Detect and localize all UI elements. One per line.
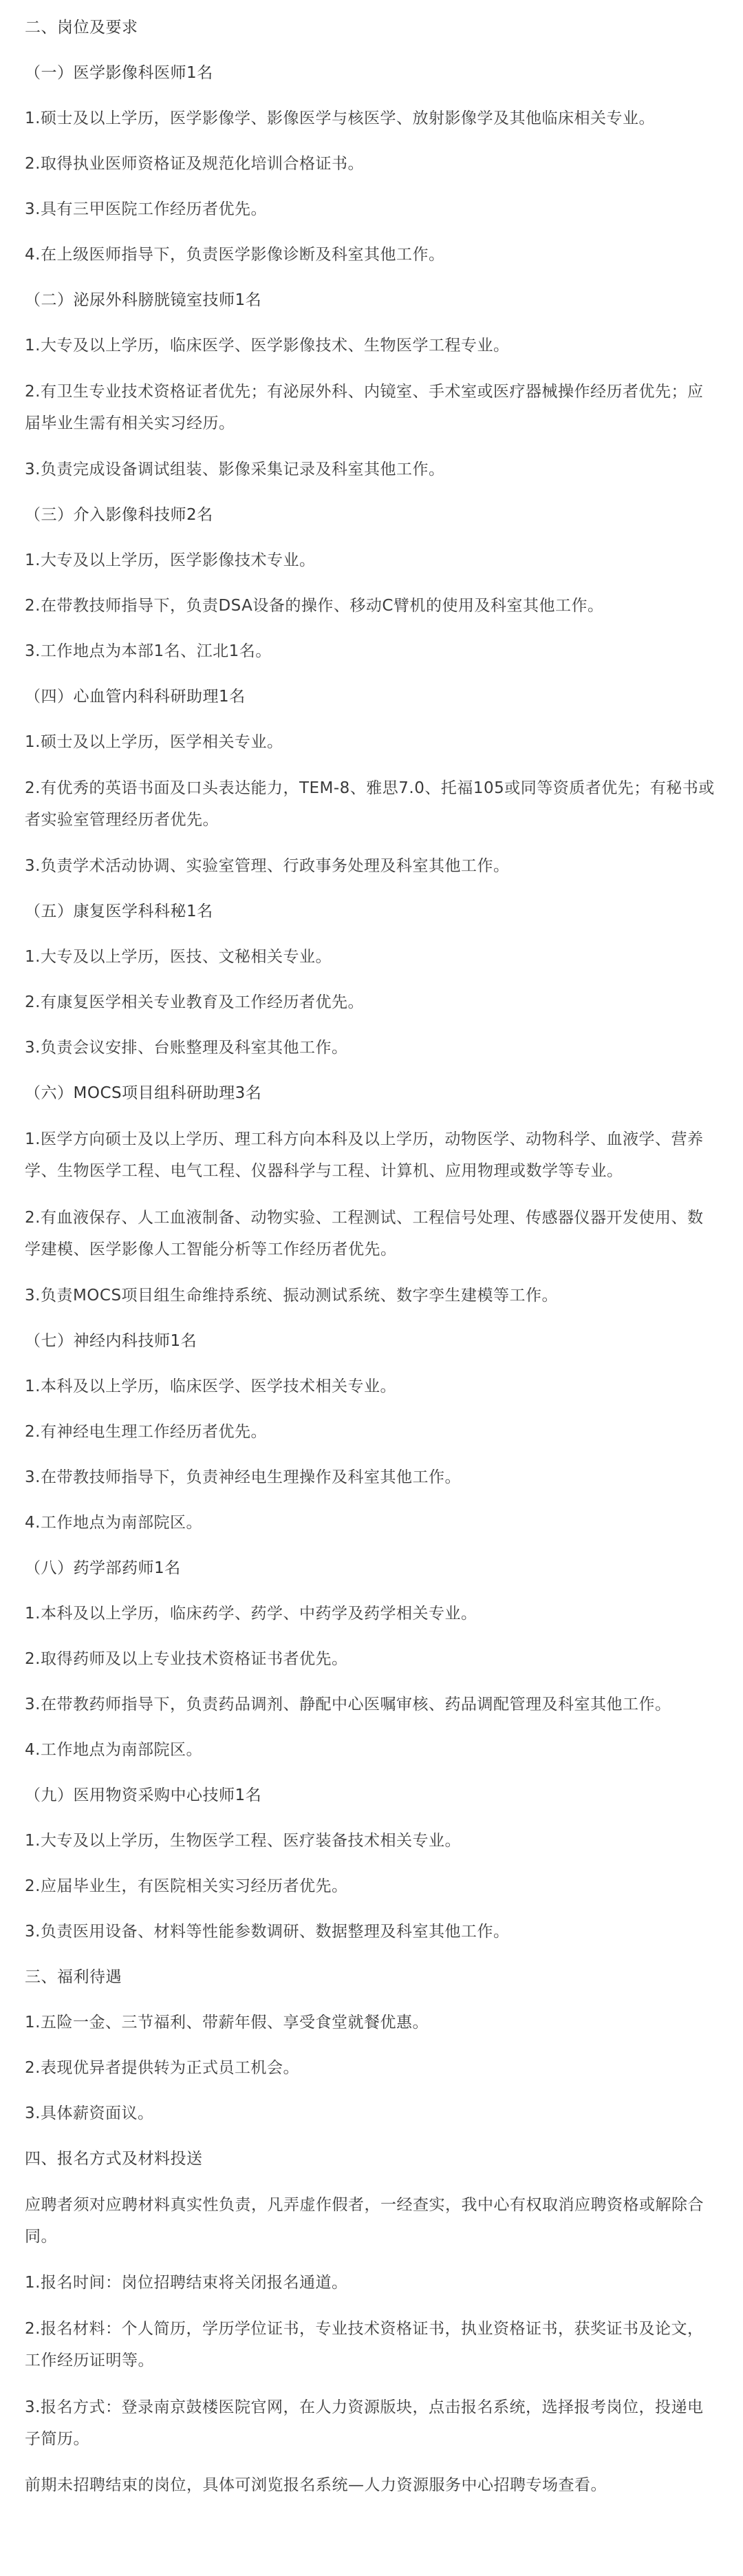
requirement-item: 4.工作地点为南部院区。 bbox=[25, 1741, 202, 1759]
requirement-item: 4.在上级医师指导下，负责医学影像诊断及科室其他工作。 bbox=[25, 246, 445, 264]
requirement-item: 3.具有三甲医院工作经历者优先。 bbox=[25, 200, 267, 218]
requirement-item: 2.有卫生专业技术资格证者优先；有泌尿外科、内镜室、手术室或医疗器械操作经历者优先；应届毕业生需有相关实习经历。 bbox=[25, 383, 704, 432]
requirement-item: 3.负责学术活动协调、实验室管理、行政事务处理及科室其他工作。 bbox=[25, 857, 510, 875]
section-heading-benefits: 三、福利待遇 bbox=[25, 1968, 122, 1986]
requirement-item: 4.工作地点为南部院区。 bbox=[25, 1514, 202, 1532]
requirement-item: 2.在带教技师指导下，负责DSA设备的操作、移动C臂机的使用及科室其他工作。 bbox=[25, 597, 604, 615]
requirement-item: 2.有康复医学相关专业教育及工作经历者优先。 bbox=[25, 993, 364, 1011]
application-item: 3.报名方式：登录南京鼓楼医院官网，在人力资源版块，点击报名系统，选择报考岗位，投递电子简历。 bbox=[25, 2398, 704, 2448]
requirement-item: 3.负责MOCS项目组生命维持系统、振动测试系统、数字孪生建模等工作。 bbox=[25, 1287, 559, 1305]
application-item: 1.报名时间：岗位招聘结束将关闭报名通道。 bbox=[25, 2274, 348, 2292]
position-heading-urology-technician: （二）泌尿外科膀胱镜室技师1名 bbox=[25, 291, 262, 309]
benefit-item: 3.具体薪资面议。 bbox=[25, 2104, 154, 2122]
requirement-item: 3.负责完成设备调试组装、影像采集记录及科室其他工作。 bbox=[25, 461, 445, 478]
position-heading-interventional-technician: （三）介入影像科技师2名 bbox=[25, 506, 213, 524]
position-heading-mocs-assistant: （六）MOCS项目组科研助理3名 bbox=[25, 1084, 262, 1102]
requirement-item: 2.有神经电生理工作经历者优先。 bbox=[25, 1423, 267, 1441]
application-footnote: 前期未招聘结束的岗位，具体可浏览报名系统—人力资源服务中心招聘专场查看。 bbox=[25, 2476, 607, 2494]
application-item: 2.报名材料：个人简历，学历学位证书，专业技术资格证书，执业资格证书，获奖证书及论文，工作经历证明等。 bbox=[25, 2320, 704, 2369]
requirement-item: 2.有血液保存、人工血液制备、动物实验、工程测试、工程信号处理、传感器仪器开发使用、数学建模、医学影像人工智能分析等工作经历者优先。 bbox=[25, 1209, 704, 1258]
requirement-item: 1.硕士及以上学历，医学相关专业。 bbox=[25, 733, 283, 751]
application-notice: 应聘者须对应聘材料真实性负责，凡弄虚作假者，一经查实，我中心有权取消应聘资格或解除合同。 bbox=[25, 2196, 704, 2246]
requirement-item: 1.本科及以上学历，临床药学、药学、中药学及药学相关专业。 bbox=[25, 1605, 477, 1623]
requirement-item: 1.本科及以上学历，临床医学、医学技术相关专业。 bbox=[25, 1377, 396, 1395]
position-heading-procurement-technician: （九）医用物资采购中心技师1名 bbox=[25, 1786, 262, 1804]
requirement-item: 2.有优秀的英语书面及口头表达能力，TEM-8、雅思7.0、托福105或同等资质者优先；有秘书或者实验室管理经历者优先。 bbox=[25, 779, 715, 829]
benefit-item: 1.五险一金、三节福利、带薪年假、享受食堂就餐优惠。 bbox=[25, 2014, 429, 2031]
requirement-item: 2.应届毕业生，有医院相关实习经历者优先。 bbox=[25, 1877, 348, 1895]
requirement-item: 2.取得执业医师资格证及规范化培训合格证书。 bbox=[25, 155, 364, 173]
section-heading-application: 四、报名方式及材料投送 bbox=[25, 2150, 203, 2168]
requirement-item: 3.在带教药师指导下，负责药品调剂、静配中心医嘱审核、药品调配管理及科室其他工作。 bbox=[25, 1696, 671, 1713]
requirement-item: 1.大专及以上学历，医技、文秘相关专业。 bbox=[25, 948, 332, 966]
position-heading-radiology-doctor: （一）医学影像科医师1名 bbox=[25, 64, 213, 82]
position-heading-cardiology-assistant: （四）心血管内科科研助理1名 bbox=[25, 688, 246, 706]
benefit-item: 2.表现优异者提供转为正式员工机会。 bbox=[25, 2059, 299, 2077]
requirement-item: 3.在带教技师指导下，负责神经电生理操作及科室其他工作。 bbox=[25, 1468, 461, 1486]
position-heading-rehab-secretary: （五）康复医学科科秘1名 bbox=[25, 902, 213, 920]
requirement-item: 1.大专及以上学历，医学影像技术专业。 bbox=[25, 551, 316, 569]
requirement-item: 3.负责医用设备、材料等性能参数调研、数据整理及科室其他工作。 bbox=[25, 1923, 510, 1941]
position-heading-neurology-technician: （七）神经内科技师1名 bbox=[25, 1332, 197, 1350]
requirement-item: 3.负责会议安排、台账整理及科室其他工作。 bbox=[25, 1039, 348, 1057]
section-heading-positions: 二、岗位及要求 bbox=[25, 19, 138, 36]
requirement-item: 1.大专及以上学历，生物医学工程、医疗装备技术相关专业。 bbox=[25, 1832, 461, 1850]
position-heading-pharmacist: （八）药学部药师1名 bbox=[25, 1559, 181, 1577]
requirement-item: 2.取得药师及以上专业技术资格证书者优先。 bbox=[25, 1650, 348, 1668]
requirement-item: 1.硕士及以上学历，医学影像学、影像医学与核医学、放射影像学及其他临床相关专业。 bbox=[25, 109, 655, 127]
requirement-item: 1.医学方向硕士及以上学历、理工科方向本科及以上学历，动物医学、动物科学、血液学、营养学、生物医学工程、电气工程、仪器科学与工程、计算机、应用物理或数学等专业。 bbox=[25, 1130, 704, 1180]
requirement-item: 1.大专及以上学历，临床医学、医学影像技术、生物医学工程专业。 bbox=[25, 337, 510, 355]
requirement-item: 3.工作地点为本部1名、江北1名。 bbox=[25, 642, 272, 660]
